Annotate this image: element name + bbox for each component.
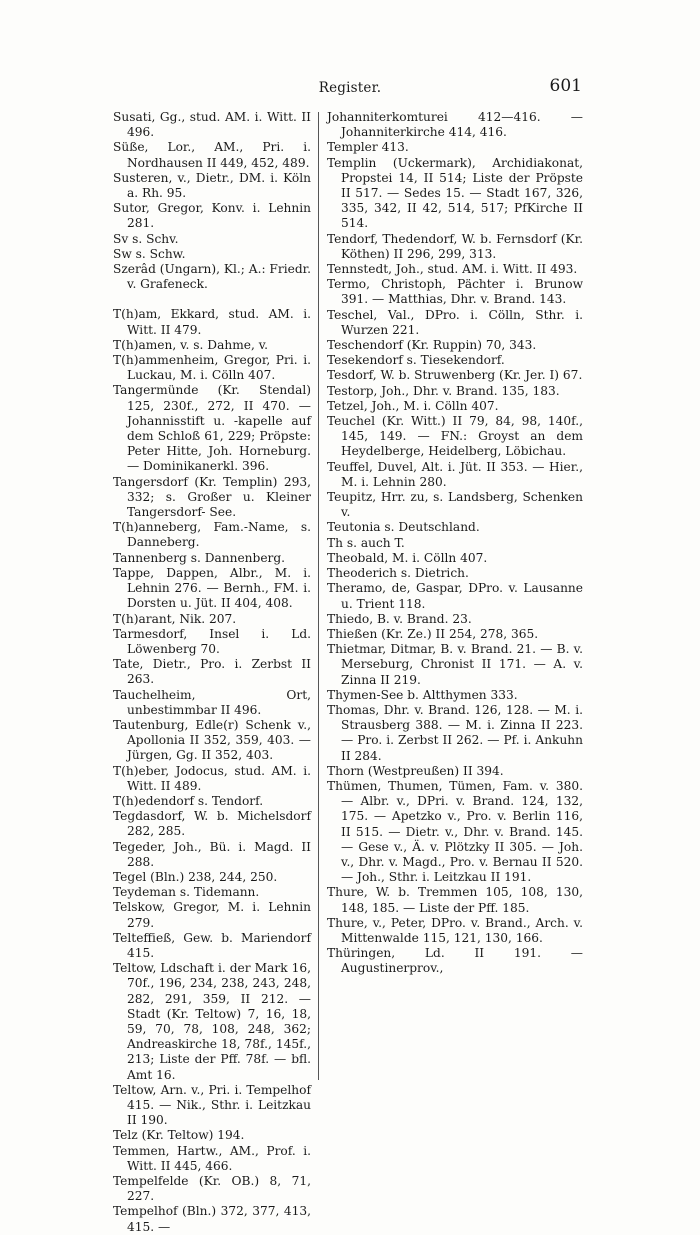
index-column-left <box>113 110 311 1235</box>
index-entry: Telteffieß, Gew. b. Mariendorf 415. <box>113 930 311 960</box>
index-entry: Sutor, Gregor, Konv. i. Lehnin 281. <box>113 201 311 231</box>
index-entry: Tannenberg s. Dannenberg. <box>113 550 286 565</box>
index-entry: T(h)anneberg, Fam.-Name, s. Danneberg. <box>113 520 311 550</box>
page-number: 601 <box>549 76 582 96</box>
index-entry: Templin (Uckermark), Archidiakonat, Propstei 14, II 514; Liste der Pröpste II 517. — Sedes 15. — Stadt 167, 326, 335, 342, II 42, 514, 517; PfKirche II 514. <box>327 155 583 231</box>
index-entry: Temmen, Hartw., AM., Prof. i. Witt. II 445, 466. <box>113 1143 311 1173</box>
index-entry: Tappe, Dappen, Albr., M. i. Lehnin 276. — Bernh., FM. i. Dorsten u. Jüt. II 404, 408. <box>113 565 311 611</box>
index-entry: Tauchelheim, Ort, unbestimmbar II 496. <box>113 687 311 717</box>
index-entry: Thietmar, Ditmar, B. v. Brand. 21. — B. v. Merseburg, Chronist II 171. — A. v. Zinna II 219. <box>327 642 583 687</box>
index-entry: Teutonia s. Deutschland. <box>327 520 480 535</box>
column-divider <box>318 112 319 1080</box>
index-entry: Teltow, Ldschaft i. der Mark 16, 70f., 196, 234, 238, 243, 248, 282, 291, 359, II 212. — Stadt (Kr. Teltow) 7, 16, 18, 59, 70, 78, 108, 248, 362; Andreaskirche 18, 78f., 145f., 213; Liste der Pff. 78f. — bfl. Amt 16. <box>113 961 311 1082</box>
index-entry: Tangermünde (Kr. Stendal) 125, 230f., 272, II 470. — Johannisstift u. -kapelle auf dem Schloß 61, 229; Pröpste: Peter Hitte, Joh. Horneburg. — Dominikanerkl. 396. <box>113 383 311 474</box>
index-entry: Thure, v., Peter, DPro. v. Brand., Arch. v. Mittenwalde 115, 121, 130, 166. <box>327 915 583 945</box>
index-entry: Thümen, Thumen, Tümen, Fam. v. 380. — Albr. v., DPri. v. Brand. 124, 132, 175. — Apetzko v., Pro. v. Berlin 116, II 515. — Dietr. v., Dhr. v. Brand. 145. — Gese v., Ä. v. Plötzky II 305. — Joh. v., Dhr. v. Magd., Pro. v. Bernau II 520. — Joh., Sthr. i. Leitzkau II 191. <box>327 778 583 885</box>
index-entry: Thiedo, B. v. Brand. 23. <box>327 611 472 626</box>
index-entry: Tendorf, Thedendorf, W. b. Fernsdorf (Kr. Köthen) II 296, 299, 313. <box>327 231 583 261</box>
index-entry: Sw s. Schw. <box>113 246 186 261</box>
index-entry: Teuchel (Kr. Witt.) II 79, 84, 98, 140f., 145, 149. — FN.: Groyst an dem Heydelberge, Heidelberg, Löbichau. <box>327 414 583 459</box>
index-entry: Sv s. Schv. <box>113 231 179 246</box>
index-entry: Thorn (Westpreußen) II 394. <box>327 763 504 778</box>
index-entry: Tempelfelde (Kr. OB.) 8, 71, 227. <box>113 1174 311 1204</box>
index-entry: Termo, Christoph, Pächter i. Brunow 391. — Matthias, Dhr. v. Brand. 143. <box>327 277 583 307</box>
index-entry: Teuffel, Duvel, Alt. i. Jüt. II 353. — Hier., M. i. Lehnin 280. <box>327 459 583 489</box>
index-entry: Teltow, Arn. v., Pri. i. Tempelhof 415. — Nik., Sthr. i. Leitzkau II 190. <box>113 1082 311 1128</box>
index-entry: Süße, Lor., AM., Pri. i. Nordhausen II 449, 452, 489. <box>113 140 311 170</box>
index-entry: Tetzel, Joh., M. i. Cölln 407. <box>327 398 499 413</box>
index-entry: Tangersdorf (Kr. Templin) 293, 332; s. Großer u. Kleiner Tangersdorf- See. <box>113 474 311 520</box>
index-entry: Thure, W. b. Tremmen 105, 108, 130, 148, 185. — Liste der Pff. 185. <box>327 885 583 915</box>
index-entry: Telskow, Gregor, M. i. Lehnin 279. <box>113 900 311 930</box>
index-entry: Tempelhof (Bln.) 372, 377, 413, 415. — <box>113 1204 311 1234</box>
index-entry: T(h)am, Ekkard, stud. AM. i. Witt. II 479. <box>113 307 311 337</box>
index-entry: Th s. auch T. <box>327 535 405 550</box>
index-entry: T(h)arant, Nik. 207. <box>113 611 237 626</box>
index-entry: Thomas, Dhr. v. Brand. 126, 128. — M. i. Strausberg 388. — M. i. Zinna II 223. — Pro. i. Zerbst II 262. — Pf. i. Ankuhn II 284. <box>327 702 583 763</box>
index-entry: Teupitz, Hrr. zu, s. Landsberg, Schenken v. <box>327 490 583 520</box>
index-entry: Templer 413. <box>327 140 409 155</box>
index-entry: Teschel, Val., DPro. i. Cölln, Sthr. i. Wurzen 221. <box>327 307 583 337</box>
index-entry: Theoderich s. Dietrich. <box>327 566 469 581</box>
index-entry: Tesdorf, W. b. Struwenberg (Kr. Jer. I) 67. <box>327 368 583 383</box>
index-entry: T(h)edendorf s. Tendorf. <box>113 793 264 808</box>
index-entry: Tate, Dietr., Pro. i. Zerbst II 263. <box>113 657 311 687</box>
index-entry: T(h)ammenheim, Gregor, Pri. i. Luckau, M. i. Cölln 407. <box>113 353 311 383</box>
index-entry: Szerâd (Ungarn), Kl.; A.: Friedr. v. Grafeneck. <box>113 262 311 292</box>
index-entry: Tennstedt, Joh., stud. AM. i. Witt. II 493. <box>327 262 578 277</box>
index-entry: Thüringen, Ld. II 191. — Augustinerprov., <box>327 946 583 976</box>
index-entry: Telz (Kr. Teltow) 194. <box>113 1128 245 1143</box>
index-entry: Theramo, de, Gaspar, DPro. v. Lausanne u. Trient 118. <box>327 581 583 611</box>
index-entry: T(h)eber, Jodocus, stud. AM. i. Witt. II 489. <box>113 763 311 793</box>
index-entry: Tegel (Bln.) 238, 244, 250. <box>113 869 278 884</box>
page-header <box>0 76 700 98</box>
index-entry: Tautenburg, Edle(r) Schenk v., Apollonia II 352, 359, 403. — Jürgen, Gg. II 352, 403. <box>113 717 311 763</box>
index-entry: Tesekendorf s. Tiesekendorf. <box>327 353 505 368</box>
index-entry: T(h)amen, v. s. Dahme, v. <box>113 337 269 352</box>
index-entry: Susteren, v., Dietr., DM. i. Köln a. Rh. 95. <box>113 170 311 201</box>
index-entry: Tegdasdorf, W. b. Michelsdorf 282, 285. <box>113 809 311 839</box>
index-entry: Thymen-See b. Altthymen 333. <box>327 687 518 702</box>
section-gap <box>113 292 311 307</box>
index-entry: Teschendorf (Kr. Ruppin) 70, 343. <box>327 338 537 353</box>
index-entry: Tegeder, Joh., Bü. i. Magd. II 288. <box>113 839 311 869</box>
running-title: Register. <box>318 80 382 96</box>
index-entry: Theobald, M. i. Cölln 407. <box>327 550 488 565</box>
index-entry: Johanniterkomturei 412—416. — Johanniterkirche 414, 416. <box>327 110 583 140</box>
index-entry: Testorp, Joh., Dhr. v. Brand. 135, 183. <box>327 383 560 398</box>
index-column-right <box>327 110 583 977</box>
index-entry: Thießen (Kr. Ze.) II 254, 278, 365. <box>327 626 539 641</box>
index-entry: Susati, Gg., stud. AM. i. Witt. II 496. <box>113 110 311 140</box>
index-entry: Teydeman s. Tidemann. <box>113 885 260 900</box>
index-entry: Tarmesdorf, Insel i. Ld. Löwenberg 70. <box>113 626 311 656</box>
